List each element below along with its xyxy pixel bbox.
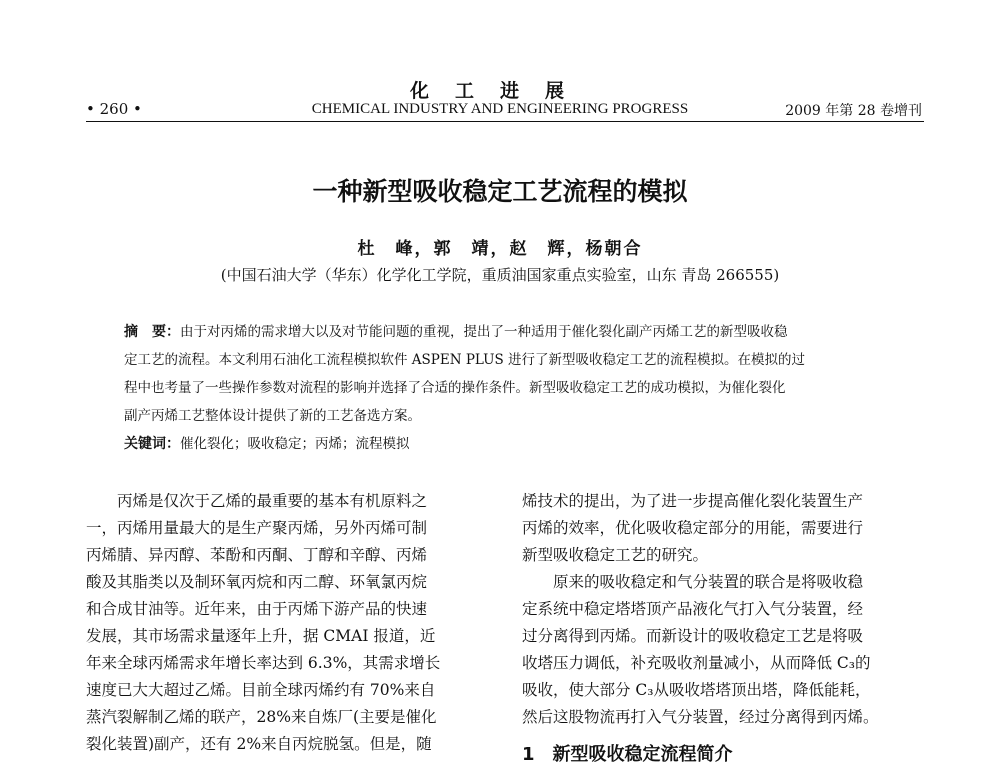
abstract-line: 副产丙烯工艺整体设计提供了新的工艺备选方案。 <box>124 408 421 424</box>
body-line: 年来全球丙烯需求年增长率达到 6.3%，其需求增长 <box>86 654 441 672</box>
body-line: 定系统中稳定塔塔顶产品液化气打入气分装置，经 <box>522 600 864 618</box>
body-line: 吸收，使大部分 C₃从吸收塔塔顶出塔，降低能耗， <box>522 681 871 699</box>
author-affiliation: (中国石油大学（华东）化学化工学院，重质油国家重点实验室，山东 青岛 266555) <box>220 266 780 284</box>
abstract-line: 程中也考量了一些操作参数对流程的影响并选择了合适的操作条件。新型吸收稳定工艺的成功模拟，为催化裂化 <box>124 380 786 396</box>
article-title: 一种新型吸收稳定工艺流程的模拟 <box>312 177 688 206</box>
body-line: 裂化装置)副产，还有 2%来自丙烷脱氢。但是，随 <box>86 735 432 753</box>
body-line: 发展，其市场需求量逐年上升，据 CMAI 报道，近 <box>86 627 436 645</box>
body-line: 过分离得到丙烯。而新设计的吸收稳定工艺是将吸 <box>522 627 864 645</box>
issue-info: 2009 年第 28 卷增刊 <box>785 103 922 119</box>
body-column-right <box>522 488 926 768</box>
body-line: 新型吸收稳定工艺的研究。 <box>522 546 709 564</box>
article-authors: 杜 峰，郭 靖，赵 辉，杨朝合 <box>357 239 643 259</box>
body-line: 速度已大大超过乙烯。目前全球丙烯约有 70%来自 <box>86 681 436 699</box>
body-line: 和合成甘油等。近年来，由于丙烯下游产品的快速 <box>86 600 428 618</box>
journal-name-english: CHEMICAL INDUSTRY AND ENGINEERING PROGRESS <box>311 101 689 117</box>
journal-name-chinese: 化工进展 <box>409 80 590 102</box>
abstract-line <box>124 318 904 346</box>
body-line: 丙烯是仅次于乙烯的最重要的基本有机原料之 <box>86 492 428 510</box>
abstract-line: 定工艺的流程。本文利用石油化工流程模拟软件 ASPEN PLUS 进行了新型吸收稳定工艺的流程模拟。在模拟的过 <box>124 352 806 368</box>
body-line: 蒸汽裂解制乙烯的联产，28%来自炼厂(主要是催化 <box>86 708 437 726</box>
keywords-text: 催化裂化；吸收稳定；丙烯；流程模拟 <box>180 436 410 452</box>
body-line: 一，丙烯用量最大的是生产聚丙烯，另外丙烯可制 <box>86 519 428 537</box>
body-line: 丙烯的效率，优化吸收稳定部分的用能，需要进行 <box>522 519 864 537</box>
keywords-label: 关键词： <box>124 436 180 452</box>
header-rule <box>86 121 924 122</box>
abstract <box>124 318 904 430</box>
body-line: 收塔压力调低，补充吸收剂量减小，从而降低 C₃的 <box>522 654 871 672</box>
keywords <box>124 432 410 453</box>
body-line: 然后这股物流再打入气分装置，经过分离得到丙烯。 <box>522 708 879 726</box>
body-line: 丙烯腈、异丙醇、苯酚和丙酮、丁醇和辛醇、丙烯 <box>86 546 428 564</box>
body-line: 酸及其脂类以及制环氧丙烷和丙二醇、环氧氯丙烷 <box>86 573 428 591</box>
abstract-text: 由于对丙烯的需求增大以及对节能问题的重视，提出了一种适用于催化裂化副产丙烯工艺的新型吸收稳 <box>180 324 788 340</box>
body-line: 烯技术的提出，为了进一步提高催化裂化装置生产 <box>522 492 864 510</box>
body-column-left <box>86 488 494 758</box>
section-heading: 1 新型吸收稳定流程简介 <box>522 744 733 765</box>
page-number: • 260 • <box>86 100 142 118</box>
abstract-label: 摘 要： <box>124 324 180 340</box>
body-line: 原来的吸收稳定和气分装置的联合是将吸收稳 <box>522 573 864 591</box>
